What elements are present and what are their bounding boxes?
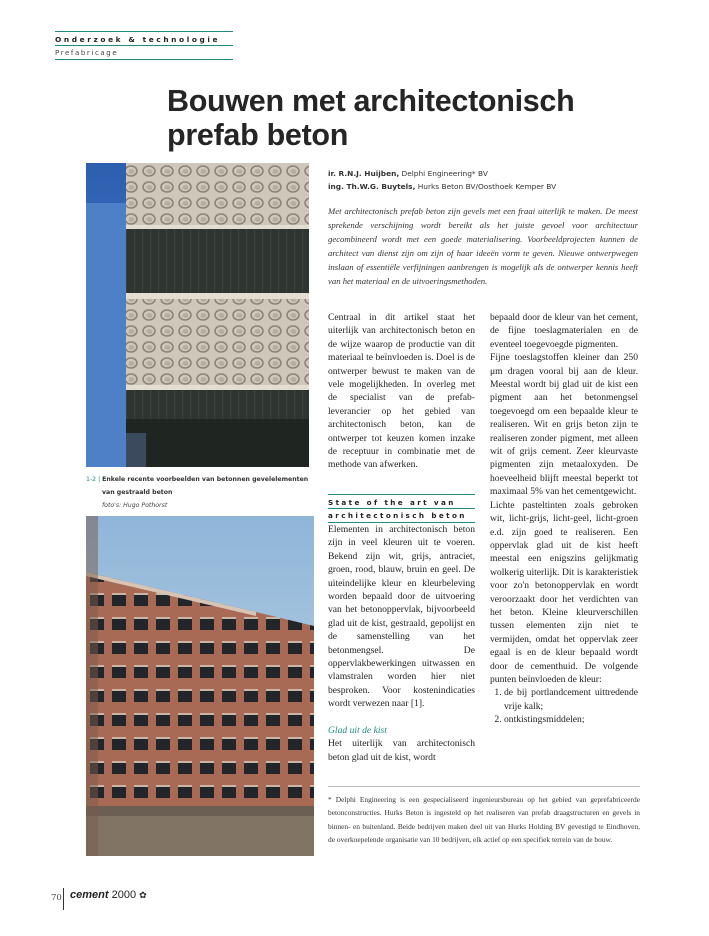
- column-1-continued: [328, 523, 475, 764]
- photo-facade-top: [86, 163, 309, 467]
- author-2-name: ing. Th.W.G. Buytels,: [328, 182, 416, 191]
- subsection-label: Prefabricage: [55, 49, 119, 57]
- caption-text-2: van gestraald beton: [102, 489, 173, 496]
- column-2: [490, 311, 638, 727]
- col1-subheading: Glad uit de kist: [328, 724, 387, 736]
- author-block: [328, 167, 648, 193]
- header-rule-top: [55, 31, 233, 32]
- header-rule-bottom: [55, 59, 233, 60]
- figure-caption: [86, 473, 316, 512]
- col1-paragraph-2: Elementen in architectonisch beton zijn in veel kleuren uit te voeren. Bekend zijn wit, grijs, antraciet, groen, rood, blauw, bruin en geel. De uiteindelijke kleur en kleurbeleving worden bepaald door de uitvoering van het betonoppervlak, bijvoorbeeld glad uit de kist, gestraald, gepolijst en de samenstelling van het betonmengsel. De oppervlakbewerkingen uitwassen en vlamstralen worden hier niet besproken. Voor kostenindicaties wordt verwezen naar [1].: [328, 524, 475, 710]
- caption-photo-credit: foto's: Hugo Pothorst: [102, 502, 168, 509]
- article-title: Bouwen met architectonisch prefab beton: [167, 84, 575, 152]
- box-heading-line-2: architectonisch beton: [328, 511, 467, 520]
- caption-line-1: [86, 473, 316, 486]
- col2-paragraph-1: bepaald door de kleur van het cement, de fijne toeslagmaterialen en de eventeel toegevoegde pigmenten.: [490, 312, 638, 350]
- intro-paragraph: Met architectonisch prefab beton zijn gevels met een fraai uiterlijk te maken. De meest sprekende verschijning wordt bereikt als het juiste gevoel voor architectuur gecombineerd wordt met een goede materialisering. Voorbeeldprojecten kunnen de architect van dienst zijn om zijn of haar ideeën vorm te geven. Nieuwe ontwerpwegen inslaan of essentiële verfijningen aanbrengen is mogelijk als de ontwerper kennis heeft van het materiaal en de uitvoeringsmethoden.: [328, 206, 638, 287]
- author-2: [328, 180, 648, 193]
- list-item: 2. ontkistingsmiddelen;: [504, 713, 638, 726]
- magazine-name: cement: [70, 889, 109, 901]
- gear-icon: ✿: [139, 890, 147, 900]
- magazine-logo: [70, 889, 147, 901]
- section-label: Onderzoek & technologie: [55, 35, 221, 44]
- col2-paragraph-2: Fijne toeslagstoffen kleiner dan 250 μm dragen vooral bij aan de kleur. Meestal wordt bij glad uit de kist een pigment aan het betonmengsel toegevoegd om een bepaalde kleur te realiseren. Wit en grijs beton zijn te realiseren zonder pigment, met alleen wit of grijs cement. Zeer kleurvaste pigmenten zijn metaaloxyden. De hoeveelheid blijft meestal beperkt tot maximaal 5% van het cementgewicht.: [490, 352, 638, 498]
- magazine-year: 2000: [111, 889, 137, 901]
- author-1-affiliation: Delphi Engineering* BV: [401, 169, 488, 178]
- caption-text-1: Enkele recente voorbeelden van betonnen gevelelementen: [102, 476, 309, 483]
- box-rule-middle: [328, 508, 475, 509]
- footer-divider: [63, 888, 64, 910]
- footnote-rule: [328, 786, 640, 787]
- photo-facade-bottom: [86, 516, 314, 856]
- box-rule-top: [328, 494, 475, 495]
- footnote: * Delphi Engineering is een gespecialiseerd ingenieursbureau op het gebied van geprefabriceerde betonconstructies. Hurks Beton is ingesteld op het realiseren van prefab draagstructuren en gevels in binnen- en buitenland. Beide bedrijven maken deel uit van Hurks Holding BV gevestigd te Eindhoven, de overkoepelende organisatie van 10 bedrijven, elk actief op een specifiek terrein van de bouw.: [328, 795, 640, 844]
- col1-paragraph-3: Het uiterlijk van architectonisch beton glad uit de kist, wordt: [328, 738, 475, 763]
- column-1: [328, 311, 475, 472]
- col2-list: [490, 686, 638, 726]
- author-1: [328, 167, 648, 180]
- col1-paragraph-1: Centraal in dit artikel staat het uiterlijk van architectonisch beton en de wijze waarop de productie van dit materiaal te beïnvloeden is. Doel is de ontwerper bewust te maken van de vele mogelijkheden. In overleg met de specialist van de prefab-leverancier op het gebied van architectonisch beton, kan de ontwerper tot keuzen komen inzake de receptuur in combinatie met de methode van afwerken.: [328, 312, 475, 471]
- page-number: 70: [51, 893, 62, 903]
- author-1-name: ir. R.N.J. Huijben,: [328, 169, 400, 178]
- author-2-affiliation: Hurks Beton BV/Oosthoek Kemper BV: [417, 182, 557, 191]
- box-heading-line-1: State of the art van: [328, 498, 456, 507]
- col2-paragraph-3: Lichte pasteltinten zoals gebroken wit, licht-grijs, licht-geel, licht-groen e.d. zijn goed te realiseren. Een oppervlak glad uit de kist heeft meestal een enigszins gelijkmatig wolkerig uiterlijk. Dit is karakteristiek voor zo'n betonoppervlak en wordt veroorzaakt door het verdichten van het beton. Kleine kleurverschillen tussen elementen zijn niet te vermijden, omdat het oppervlak zeer egaal is en de kleur bepaald wordt door de cementhuid. De volgende punten beïnvloeden de kleur:: [490, 499, 638, 685]
- caption-number: 1-2 |: [86, 476, 101, 483]
- header-rule-middle: [55, 45, 233, 46]
- list-item: 1. de bij portlandcement uittredende vrije kalk;: [504, 686, 638, 713]
